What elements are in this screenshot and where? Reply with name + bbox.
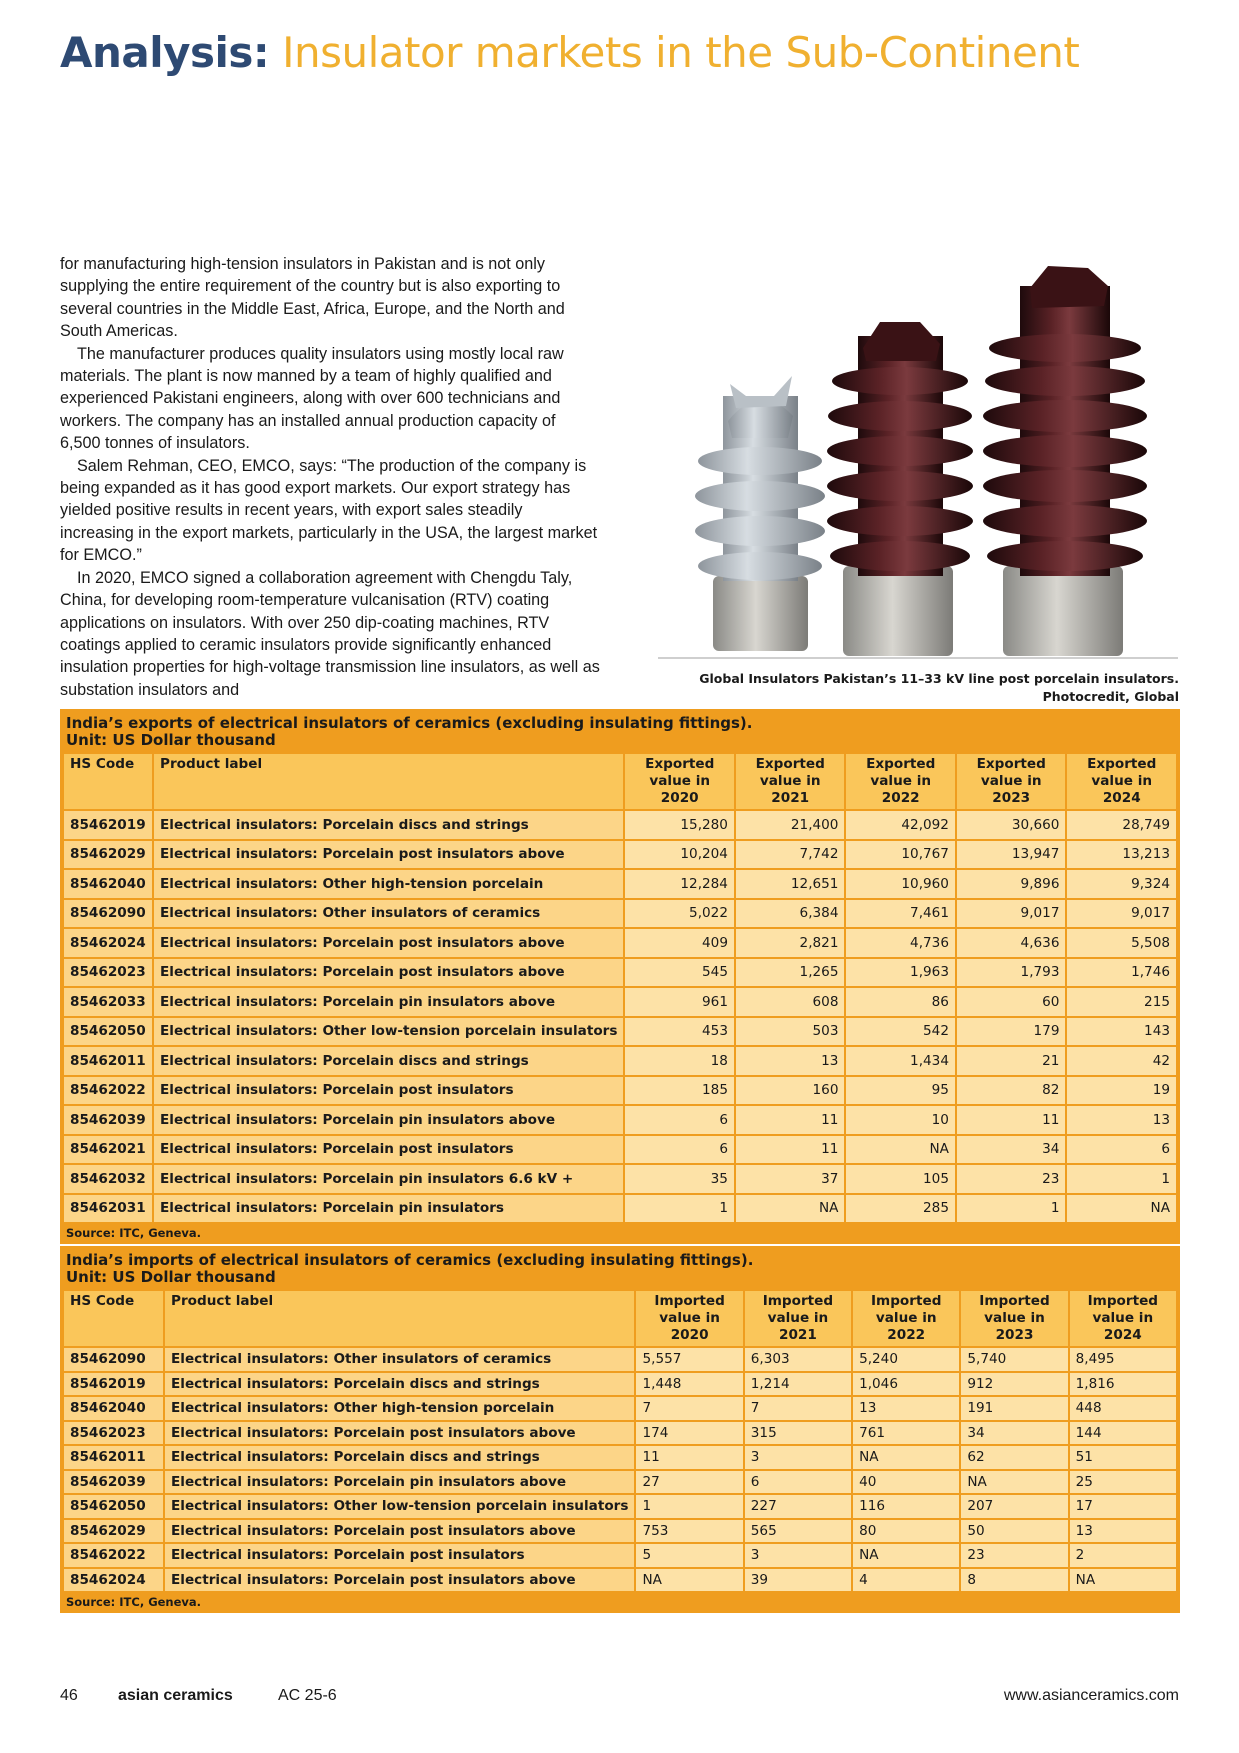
value-2020-cell: 6 — [623, 1106, 734, 1134]
imports-title-line: India’s imports of electrical insulators of ceramics (excluding insulating fittings). — [66, 1251, 754, 1269]
value-2023-cell: 4,636 — [955, 929, 1066, 957]
table-row — [64, 1373, 1176, 1396]
value-2024-cell: 9,324 — [1065, 870, 1176, 898]
col-header-2024: Exported value in 2024 — [1065, 754, 1176, 809]
value-2021-cell: 503 — [734, 1018, 845, 1046]
value-2021-cell: NA — [734, 1195, 845, 1223]
article-paragraph: Salem Rehman, CEO, EMCO, says: “The production of the company is being expanded as it has good export markets. Our export strategy has yielded positive results in recent years, with export sales steadily increasing in the export markets, particularly in the USA, the largest market for EMCO.” — [60, 456, 598, 565]
hs-code-cell: 85462022 — [64, 1544, 163, 1567]
value-2021-cell: 37 — [734, 1165, 845, 1193]
col-header-2021: Imported value in 2021 — [743, 1291, 851, 1346]
imports-header-row — [64, 1291, 1176, 1346]
table-row — [64, 1520, 1176, 1543]
col-header-2021: Exported value in 2021 — [734, 754, 845, 809]
hs-code-cell: 85462040 — [64, 1397, 163, 1420]
value-2021-cell: 160 — [734, 1077, 845, 1105]
product-label-cell: Electrical insulators: Porcelain post insulators — [152, 1136, 623, 1164]
article-body — [60, 253, 600, 701]
value-2021-cell: 227 — [743, 1495, 851, 1518]
hs-code-cell: 85462022 — [64, 1077, 152, 1105]
col-header-2022: Exported value in 2022 — [844, 754, 955, 809]
hs-code-cell: 85462021 — [64, 1136, 152, 1164]
value-2020-cell: 18 — [623, 1047, 734, 1075]
exports-title-line: India’s exports of electrical insulators of ceramics (excluding insulating fittings). — [66, 714, 753, 732]
title-prefix: Analysis: — [60, 28, 270, 77]
value-2021-cell: 7 — [743, 1397, 851, 1420]
value-2021-cell: 565 — [743, 1520, 851, 1543]
value-2023-cell: 207 — [959, 1495, 1067, 1518]
table-row — [64, 959, 1176, 987]
value-2021-cell: 608 — [734, 988, 845, 1016]
value-2024-cell: 13 — [1065, 1106, 1176, 1134]
value-2024-cell: NA — [1068, 1569, 1176, 1592]
value-2021-cell: 3 — [743, 1544, 851, 1567]
value-2023-cell: 179 — [955, 1018, 1066, 1046]
table-row — [64, 900, 1176, 928]
value-2022-cell: 4 — [851, 1569, 959, 1592]
value-2023-cell: 23 — [955, 1165, 1066, 1193]
value-2022-cell: 105 — [844, 1165, 955, 1193]
hs-code-cell: 85462011 — [64, 1446, 163, 1469]
value-2022-cell: 761 — [851, 1422, 959, 1445]
product-label-cell: Electrical insulators: Other low-tension porcelain insulators — [163, 1495, 634, 1518]
product-label-cell: Electrical insulators: Porcelain post insulators above — [163, 1520, 634, 1543]
table-row — [64, 1422, 1176, 1445]
value-2021-cell: 6 — [743, 1471, 851, 1494]
value-2022-cell: NA — [851, 1446, 959, 1469]
value-2024-cell: 1,816 — [1068, 1373, 1176, 1396]
col-header-product-label: Product label — [163, 1291, 634, 1346]
product-label-cell: Electrical insulators: Porcelain discs and strings — [152, 811, 623, 839]
value-2021-cell: 7,742 — [734, 841, 845, 869]
value-2024-cell: 19 — [1065, 1077, 1176, 1105]
hs-code-cell: 85462040 — [64, 870, 152, 898]
value-2024-cell: 8,495 — [1068, 1348, 1176, 1371]
value-2020-cell: 545 — [623, 959, 734, 987]
product-label-cell: Electrical insulators: Porcelain post insulators above — [152, 959, 623, 987]
col-header-2024: Imported value in 2024 — [1068, 1291, 1176, 1346]
photo-credit: Photocredit, Global — [1042, 689, 1179, 704]
table-row — [64, 1446, 1176, 1469]
value-2023-cell: 50 — [959, 1520, 1067, 1543]
value-2022-cell: NA — [844, 1136, 955, 1164]
col-header-2020: Exported value in 2020 — [623, 754, 734, 809]
value-2023-cell: 34 — [955, 1136, 1066, 1164]
value-2023-cell: 1,793 — [955, 959, 1066, 987]
product-label-cell: Electrical insulators: Porcelain pin insulators above — [163, 1471, 634, 1494]
value-2022-cell: 1,434 — [844, 1047, 955, 1075]
value-2024-cell: 13 — [1068, 1520, 1176, 1543]
table-row — [64, 1348, 1176, 1371]
value-2024-cell: 143 — [1065, 1018, 1176, 1046]
value-2020-cell: 453 — [623, 1018, 734, 1046]
value-2022-cell: 86 — [844, 988, 955, 1016]
hs-code-cell: 85462039 — [64, 1106, 152, 1134]
table-row — [64, 841, 1176, 869]
hs-code-cell: 85462019 — [64, 1373, 163, 1396]
value-2022-cell: 1,046 — [851, 1373, 959, 1396]
value-2021-cell: 11 — [734, 1136, 845, 1164]
product-label-cell: Electrical insulators: Other low-tension porcelain insulators — [152, 1018, 623, 1046]
value-2021-cell: 13 — [734, 1047, 845, 1075]
value-2021-cell: 2,821 — [734, 929, 845, 957]
value-2022-cell: 5,240 — [851, 1348, 959, 1371]
value-2023-cell: 62 — [959, 1446, 1067, 1469]
value-2022-cell: 10 — [844, 1106, 955, 1134]
value-2020-cell: 12,284 — [623, 870, 734, 898]
product-label-cell: Electrical insulators: Porcelain pin insulators above — [152, 988, 623, 1016]
value-2020-cell: 6 — [623, 1136, 734, 1164]
value-2020-cell: 5,557 — [634, 1348, 742, 1371]
table-row — [64, 1495, 1176, 1518]
value-2023-cell: 23 — [959, 1544, 1067, 1567]
product-label-cell: Electrical insulators: Porcelain post insulators above — [163, 1569, 634, 1592]
medium-brown-insulator — [827, 322, 973, 656]
value-2023-cell: 5,740 — [959, 1348, 1067, 1371]
hs-code-cell: 85462023 — [64, 1422, 163, 1445]
value-2020-cell: 753 — [634, 1520, 742, 1543]
table-row — [64, 1136, 1176, 1164]
value-2023-cell: 60 — [955, 988, 1066, 1016]
value-2024-cell: 5,508 — [1065, 929, 1176, 957]
product-label-cell: Electrical insulators: Porcelain discs and strings — [152, 1047, 623, 1075]
product-label-cell: Electrical insulators: Other insulators of ceramics — [163, 1348, 634, 1371]
value-2020-cell: 961 — [623, 988, 734, 1016]
exports-source: Source: ITC, Geneva. — [66, 1226, 202, 1240]
value-2020-cell: 185 — [623, 1077, 734, 1105]
hs-code-cell: 85462019 — [64, 811, 152, 839]
hs-code-cell: 85462011 — [64, 1047, 152, 1075]
table-row — [64, 1471, 1176, 1494]
value-2022-cell: 1,963 — [844, 959, 955, 987]
value-2024-cell: 6 — [1065, 1136, 1176, 1164]
value-2022-cell: NA — [851, 1544, 959, 1567]
value-2020-cell: 10,204 — [623, 841, 734, 869]
value-2023-cell: 9,896 — [955, 870, 1066, 898]
product-label-cell: Electrical insulators: Porcelain post insulators above — [152, 841, 623, 869]
value-2022-cell: 95 — [844, 1077, 955, 1105]
hs-code-cell: 85462039 — [64, 1471, 163, 1494]
value-2022-cell: 10,960 — [844, 870, 955, 898]
value-2024-cell: 25 — [1068, 1471, 1176, 1494]
col-header-hs-code: HS Code — [64, 754, 152, 809]
product-label-cell: Electrical insulators: Other high-tension porcelain — [152, 870, 623, 898]
hs-code-cell: 85462024 — [64, 1569, 163, 1592]
value-2022-cell: 13 — [851, 1397, 959, 1420]
hs-code-cell: 85462023 — [64, 959, 152, 987]
table-row — [64, 1018, 1176, 1046]
photo-caption — [619, 670, 1179, 706]
value-2022-cell: 7,461 — [844, 900, 955, 928]
value-2024-cell: NA — [1065, 1195, 1176, 1223]
product-label-cell: Electrical insulators: Other insulators of ceramics — [152, 900, 623, 928]
col-header-2023: Imported value in 2023 — [959, 1291, 1067, 1346]
value-2021-cell: 21,400 — [734, 811, 845, 839]
value-2020-cell: 5,022 — [623, 900, 734, 928]
value-2021-cell: 6,303 — [743, 1348, 851, 1371]
col-header-2020: Imported value in 2020 — [634, 1291, 742, 1346]
title-main: Insulator markets in the Sub-Continent — [282, 28, 1080, 77]
table-row — [64, 811, 1176, 839]
hs-code-cell: 85462033 — [64, 988, 152, 1016]
value-2024-cell: 215 — [1065, 988, 1176, 1016]
hs-code-cell: 85462090 — [64, 900, 152, 928]
hs-code-cell: 85462029 — [64, 841, 152, 869]
table-row — [64, 929, 1176, 957]
value-2024-cell: 2 — [1068, 1544, 1176, 1567]
value-2020-cell: 11 — [634, 1446, 742, 1469]
table-row — [64, 870, 1176, 898]
product-label-cell: Electrical insulators: Porcelain pin insulators — [152, 1195, 623, 1223]
value-2020-cell: 1 — [623, 1195, 734, 1223]
article-paragraph: The manufacturer produces quality insulators using mostly local raw materials. The plant is now manned by a team of highly qualified and experienced Pakistani engineers, along with over 600 technicians and workers. The company has an installed annual production capacity of 6,500 tonnes of insulators. — [60, 344, 564, 453]
table-row — [64, 1165, 1176, 1193]
value-2024-cell: 448 — [1068, 1397, 1176, 1420]
product-label-cell: Electrical insulators: Porcelain post insulators above — [163, 1422, 634, 1445]
value-2023-cell: 21 — [955, 1047, 1066, 1075]
value-2023-cell: 82 — [955, 1077, 1066, 1105]
table-row — [64, 1397, 1176, 1420]
value-2024-cell: 17 — [1068, 1495, 1176, 1518]
table-row — [64, 1047, 1176, 1075]
value-2024-cell: 42 — [1065, 1047, 1176, 1075]
value-2024-cell: 28,749 — [1065, 811, 1176, 839]
value-2022-cell: 40 — [851, 1471, 959, 1494]
value-2020-cell: 35 — [623, 1165, 734, 1193]
product-label-cell: Electrical insulators: Porcelain post insulators — [163, 1544, 634, 1567]
value-2023-cell: 8 — [959, 1569, 1067, 1592]
imports-source: Source: ITC, Geneva. — [66, 1595, 202, 1609]
value-2020-cell: 1,448 — [634, 1373, 742, 1396]
exports-grid — [64, 752, 1176, 1224]
value-2021-cell: 12,651 — [734, 870, 845, 898]
value-2023-cell: 11 — [955, 1106, 1066, 1134]
product-label-cell: Electrical insulators: Porcelain pin insulators 6.6 kV + — [152, 1165, 623, 1193]
value-2023-cell: NA — [959, 1471, 1067, 1494]
value-2020-cell: 409 — [623, 929, 734, 957]
table-row — [64, 1195, 1176, 1223]
value-2020-cell: 1 — [634, 1495, 742, 1518]
value-2022-cell: 10,767 — [844, 841, 955, 869]
table-row — [64, 1106, 1176, 1134]
col-header-2023: Exported value in 2023 — [955, 754, 1066, 809]
value-2023-cell: 191 — [959, 1397, 1067, 1420]
article-paragraph: In 2020, EMCO signed a collaboration agreement with Chengdu Taly, China, for developing room-temperature vulcanisation (RTV) coating applications on insulators. With over 250 dip-coating machines, RTV coatings applied to ceramic insulators provide significantly enhanced insulation properties for high-voltage transmission line insulators, as well as substation insulators and — [60, 568, 600, 699]
imports-table-title — [64, 1250, 1176, 1289]
caption-line: Global Insulators Pakistan’s 11–33 kV line post porcelain insulators. — [699, 671, 1179, 686]
value-2023-cell: 13,947 — [955, 841, 1066, 869]
value-2023-cell: 34 — [959, 1422, 1067, 1445]
value-2021-cell: 39 — [743, 1569, 851, 1592]
issue-number: AC 25-6 — [278, 1687, 337, 1704]
hs-code-cell: 85462031 — [64, 1195, 152, 1223]
table-row — [64, 988, 1176, 1016]
value-2021-cell: 1,214 — [743, 1373, 851, 1396]
col-header-2022: Imported value in 2022 — [851, 1291, 959, 1346]
value-2020-cell: 15,280 — [623, 811, 734, 839]
imports-table — [60, 1246, 1180, 1613]
value-2023-cell: 912 — [959, 1373, 1067, 1396]
hs-code-cell: 85462050 — [64, 1018, 152, 1046]
imports-grid — [64, 1289, 1176, 1593]
hs-code-cell: 85462050 — [64, 1495, 163, 1518]
publication-name: asian ceramics — [118, 1687, 233, 1704]
hs-code-cell: 85462032 — [64, 1165, 152, 1193]
insulators-photo — [658, 266, 1178, 666]
value-2021-cell: 1,265 — [734, 959, 845, 987]
product-label-cell: Electrical insulators: Other high-tension porcelain — [163, 1397, 634, 1420]
page-number: 46 — [60, 1687, 78, 1704]
value-2022-cell: 4,736 — [844, 929, 955, 957]
value-2022-cell: 116 — [851, 1495, 959, 1518]
product-label-cell: Electrical insulators: Porcelain pin insulators above — [152, 1106, 623, 1134]
value-2024-cell: 9,017 — [1065, 900, 1176, 928]
value-2022-cell: 542 — [844, 1018, 955, 1046]
col-header-hs-code: HS Code — [64, 1291, 163, 1346]
value-2020-cell: 27 — [634, 1471, 742, 1494]
value-2024-cell: 13,213 — [1065, 841, 1176, 869]
value-2021-cell: 3 — [743, 1446, 851, 1469]
page-title — [60, 28, 1079, 77]
table-row — [64, 1544, 1176, 1567]
value-2020-cell: 7 — [634, 1397, 742, 1420]
value-2022-cell: 80 — [851, 1520, 959, 1543]
value-2024-cell: 144 — [1068, 1422, 1176, 1445]
value-2024-cell: 51 — [1068, 1446, 1176, 1469]
value-2020-cell: NA — [634, 1569, 742, 1592]
value-2021-cell: 11 — [734, 1106, 845, 1134]
hs-code-cell: 85462029 — [64, 1520, 163, 1543]
value-2021-cell: 315 — [743, 1422, 851, 1445]
value-2024-cell: 1 — [1065, 1165, 1176, 1193]
value-2021-cell: 6,384 — [734, 900, 845, 928]
value-2023-cell: 30,660 — [955, 811, 1066, 839]
product-label-cell: Electrical insulators: Porcelain discs and strings — [163, 1373, 634, 1396]
value-2023-cell: 1 — [955, 1195, 1066, 1223]
value-2022-cell: 42,092 — [844, 811, 955, 839]
exports-table — [60, 709, 1180, 1244]
table-row — [64, 1077, 1176, 1105]
exports-table-title — [64, 713, 1176, 752]
value-2024-cell: 1,746 — [1065, 959, 1176, 987]
hs-code-cell: 85462090 — [64, 1348, 163, 1371]
product-label-cell: Electrical insulators: Porcelain post insulators above — [152, 929, 623, 957]
table-row — [64, 1569, 1176, 1592]
value-2022-cell: 285 — [844, 1195, 955, 1223]
col-header-product-label: Product label — [152, 754, 623, 809]
article-paragraph: for manufacturing high-tension insulators in Pakistan and is not only supplying the entire requirement of the country but is also exporting to several countries in the Middle East, Africa, Europe, and the North and South Americas. — [60, 255, 565, 341]
hs-code-cell: 85462024 — [64, 929, 152, 957]
value-2020-cell: 174 — [634, 1422, 742, 1445]
imports-unit-line: Unit: US Dollar thousand — [66, 1268, 276, 1286]
value-2023-cell: 9,017 — [955, 900, 1066, 928]
product-label-cell: Electrical insulators: Porcelain post insulators — [152, 1077, 623, 1105]
exports-header-row — [64, 754, 1176, 809]
exports-unit-line: Unit: US Dollar thousand — [66, 731, 276, 749]
value-2020-cell: 5 — [634, 1544, 742, 1567]
product-label-cell: Electrical insulators: Porcelain discs and strings — [163, 1446, 634, 1469]
website-link[interactable]: www.asianceramics.com — [1003, 1687, 1179, 1704]
